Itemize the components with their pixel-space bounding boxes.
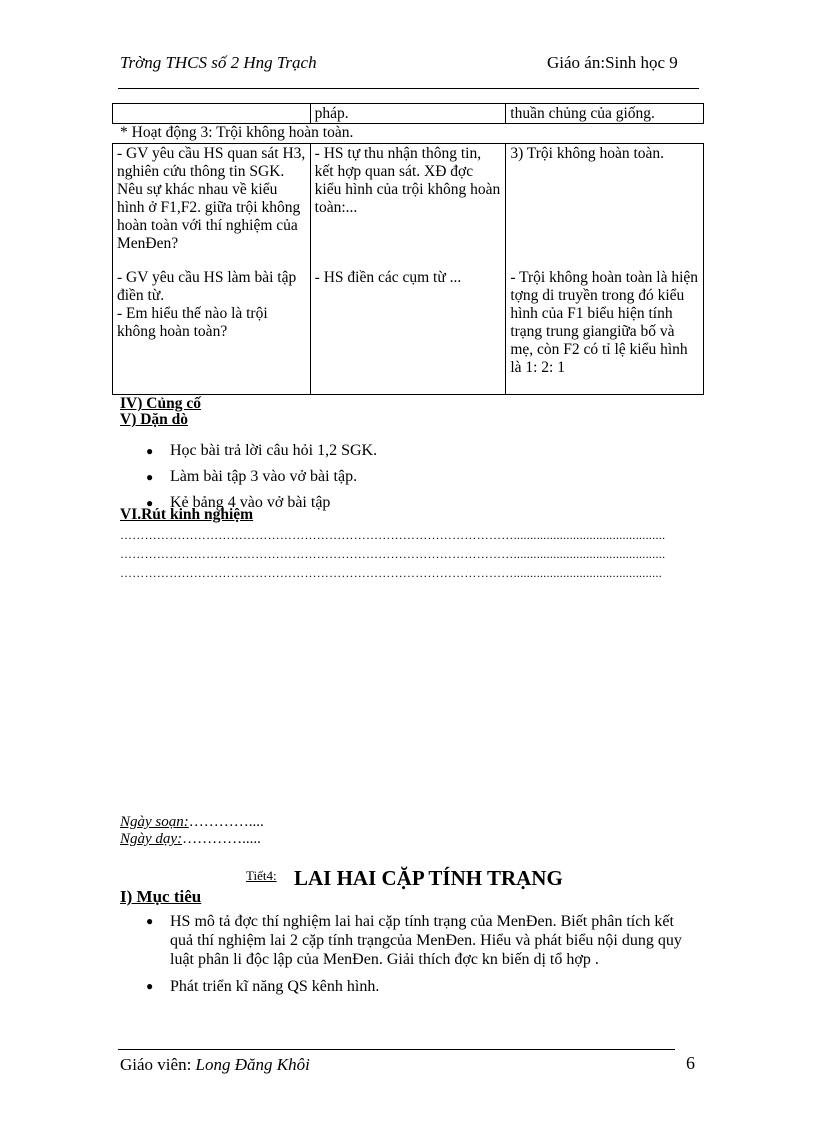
teacher-cell: - GV yêu cầu HS quan sát H3, nghiên cứu thông tin SGK. Nêu sự khác nhau về kiểu hình ở F1,F2. giữa trội không hoàn toàn với thí nghiệm của MenĐen?	[113, 144, 311, 269]
header-subject: Giáo án:Sinh học 9	[547, 53, 678, 72]
ngay-soan: Ngày soạn:…………....	[120, 814, 264, 830]
lesson-number: Tiết4:	[246, 868, 277, 883]
dotted-line: …………………………………………………………………………………….............................................	[120, 566, 663, 580]
activity-3-title: * Hoạt động 3: Trội không hoàn toàn.	[120, 124, 354, 141]
muc-tieu-list	[146, 912, 694, 996]
teacher-cell: - GV yêu cầu HS làm bài tập điền từ. - Em hiểu thế nào là trội không hoàn toàn?	[113, 269, 311, 395]
activity-table	[112, 143, 704, 395]
ngay-day: Ngày dạy:………….....	[120, 831, 261, 847]
content-cell: 3) Trội không hoàn toàn.	[506, 144, 704, 269]
list-item: ● Làm bài tập 3 vào vở bài tập.	[146, 464, 377, 490]
list-item: ● Phát triển kĩ năng QS kênh hình.	[146, 977, 694, 996]
table-cell	[113, 104, 311, 124]
section-muc-tieu: I) Mục tiêu	[120, 887, 202, 906]
table-continuation	[112, 103, 704, 124]
dan-do-list	[146, 438, 377, 516]
footer-rule	[118, 1049, 675, 1050]
lesson-title: LAI HAI CẶP TÍNH TRẠNG	[294, 866, 563, 890]
section-cung-co: IV) Củng cố	[120, 395, 201, 412]
list-item: ● Học bài trả lời câu hỏi 1,2 SGK.	[146, 438, 377, 464]
table-row	[113, 269, 704, 395]
table-cell: pháp.	[310, 104, 506, 124]
list-item: ● Kẻ bảng 4 vào vở bài tập	[146, 490, 377, 516]
section-rut-kinh-nghiem: VI.Rút kinh nghiệm	[120, 506, 254, 523]
footer-teacher: Giáo viên: Long Đăng Khôi	[120, 1055, 310, 1074]
header-rule	[118, 88, 699, 89]
dotted-line: ……………………………………………………………………………………..............................................	[120, 528, 666, 542]
student-cell: - HS điền các cụm từ ...	[310, 269, 506, 395]
table-cell: thuần chủng của giống.	[506, 104, 704, 124]
student-cell: - HS tự thu nhận thông tin, kết hợp quan sát. XĐ đợc kiểu hình của trội không hoàn toàn:...	[310, 144, 506, 269]
dotted-line: ……………………………………………………………………………………..............................................	[120, 547, 666, 561]
list-item: ● HS mô tả đợc thí nghiệm lai hai cặp tính trạng của MenĐen. Biết phân tích kết quả thí nghiệm lai 2 cặp tính trạngcủa MenĐen. Hiểu và phát biểu nội dung quy luật phân li độc lập của MenĐen. Giải thích đợc kn biến dị tổ hợp .	[146, 912, 694, 969]
page-number: 6	[686, 1053, 695, 1073]
header-school: Trờng THCS số 2 Hng Trạch	[120, 53, 317, 72]
content-cell: - Trội không hoàn toàn là hiện tợng di truyền trong đó kiểu hình của F1 biểu hiện tính trạng trung giangiữa bố và mẹ, còn F2 có tỉ lệ kiểu hình là 1: 2: 1	[506, 269, 704, 395]
table-row	[113, 144, 704, 269]
section-dan-do: V) Dặn dò	[120, 411, 189, 428]
